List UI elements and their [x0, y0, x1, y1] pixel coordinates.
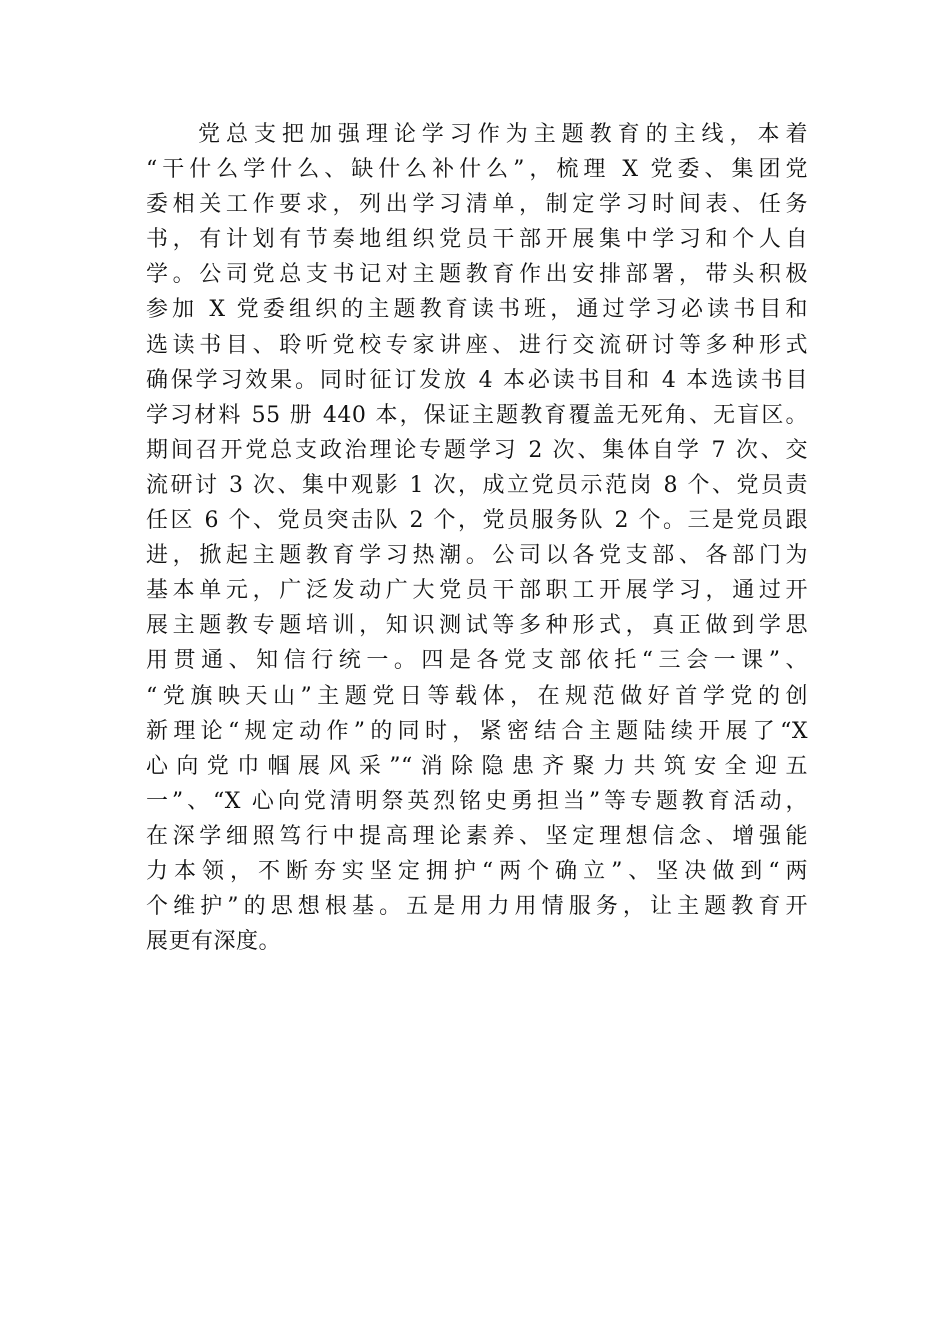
text-line: 进，掀起主题教育学习热潮。公司以各党支部、各部门为 — [146, 543, 808, 569]
text-line: 心向党巾帼展风采”“消除隐患齐聚力共筑安全迎五 — [146, 753, 808, 779]
text-line: 一”、“X 心向党清明祭英烈铭史勇担当”等专题教育活动， — [146, 788, 808, 814]
text-line: 确保学习效果。同时征订发放 4 本必读书目和 4 本选读书目 — [146, 367, 808, 393]
text-line: 期间召开党总支政治理论专题学习 2 次、集体自学 7 次、交 — [146, 437, 808, 463]
text-line: 党总支把加强理论学习作为主题教育的主线，本着 — [198, 122, 808, 147]
text-line: 个维护”的思想根基。五是用力用情服务，让主题教育开 — [146, 894, 808, 920]
text-line: 流研讨 3 次、集中观影 1 次，成立党员示范岗 8 个、党员责 — [146, 472, 808, 498]
text-line: “党旗映天山”主题党日等载体，在规范做好首学党的创 — [146, 683, 808, 709]
text-line: 选读书目、聆听党校专家讲座、进行交流研讨等多种形式 — [146, 332, 808, 358]
text-line: 用贯通、知信行统一。四是各党支部依托“三会一课”、 — [146, 648, 808, 674]
text-line: 在深学细照笃行中提高理论素养、坚定理想信念、增强能 — [146, 823, 808, 849]
text-line: “干什么学什么、缺什么补什么”，梳理 X 党委、集团党 — [146, 157, 808, 183]
text-line: 力本领，不断夯实坚定拥护“两个确立”、坚决做到“两 — [146, 858, 808, 884]
text-line: 基本单元，广泛发动广大党员干部职工开展学习，通过开 — [146, 578, 808, 604]
text-line: 展主题教专题培训，知识测试等多种形式，真正做到学思 — [146, 613, 808, 639]
text-line: 新理论“规定动作”的同时，紧密结合主题陆续开展了“X — [146, 718, 808, 744]
text-line: 学习材料 55 册 440 本，保证主题教育覆盖无死角、无盲区。 — [146, 402, 808, 428]
text-line: 学。公司党总支书记对主题教育作出安排部署，带头积极 — [146, 262, 808, 288]
document-paragraph — [146, 117, 808, 959]
text-line: 展更有深度。 — [146, 929, 282, 955]
text-line: 参加 X 党委组织的主题教育读书班，通过学习必读书目和 — [146, 297, 808, 323]
text-line: 任区 6 个、党员突击队 2 个，党员服务队 2 个。三是党员跟 — [146, 508, 808, 534]
text-line: 委相关工作要求，列出学习清单，制定学习时间表、任务 — [146, 192, 808, 218]
text-line: 书，有计划有节奏地组织党员干部开展集中学习和个人自 — [146, 227, 808, 253]
